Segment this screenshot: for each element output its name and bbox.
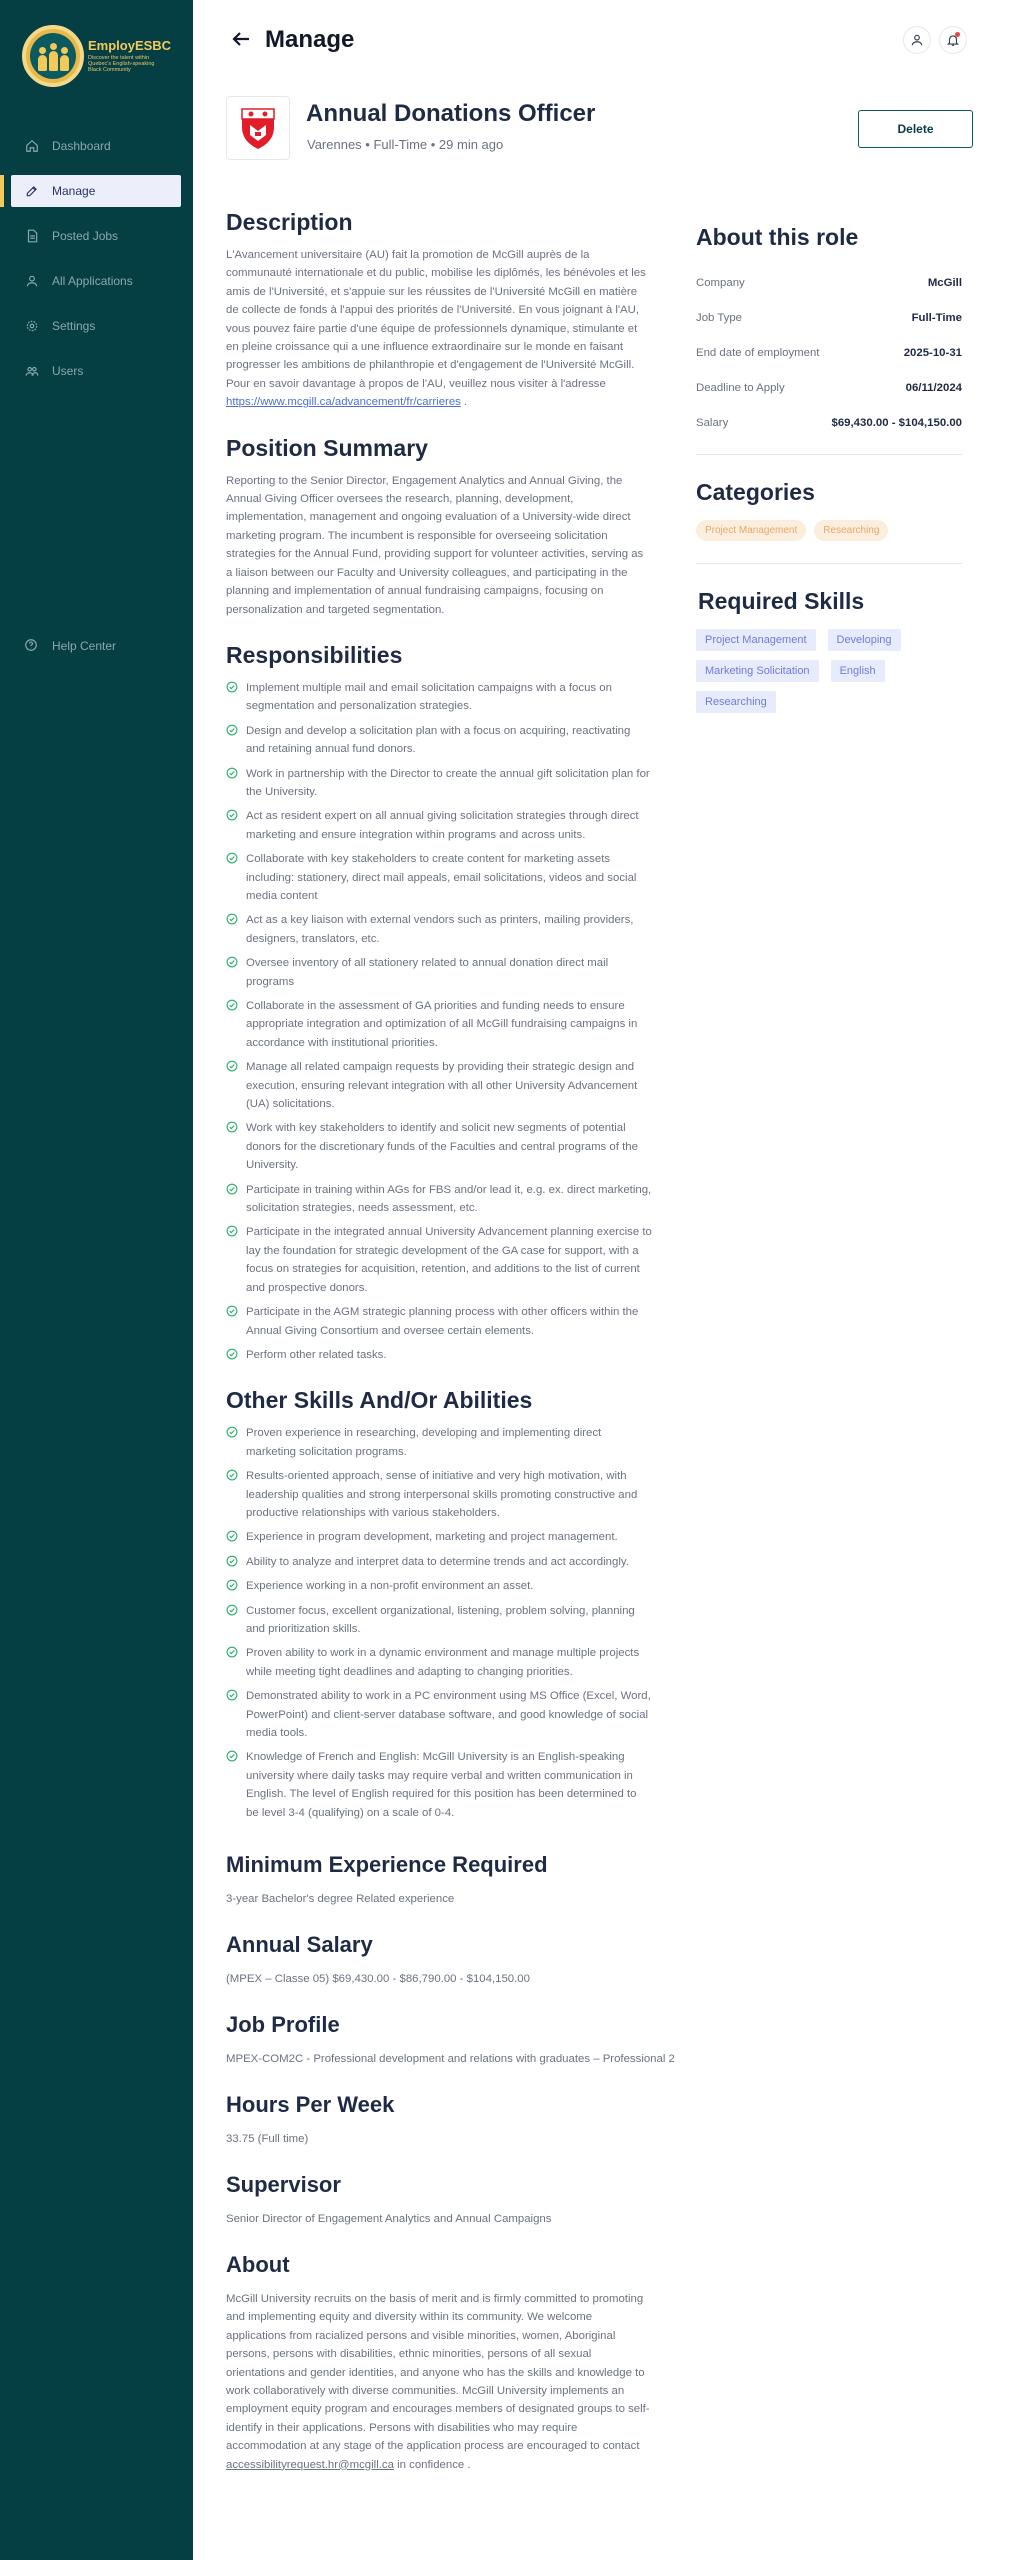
detail-value: 06/11/2024 xyxy=(905,381,962,394)
skill-tag: Project Management xyxy=(696,629,816,651)
logo-title: EmployESBC xyxy=(88,38,172,53)
list-item: Demonstrated ability to work in a PC environment using MS Office (Excel, Word, PowerPoint) and client-server database software, and good knowledge of social media tools. xyxy=(226,1687,652,1742)
sidebar-item-label: Dashboard xyxy=(52,139,111,153)
job-profile-text: MPEX-COM2C - Professional development and relations with graduates – Professional 2 xyxy=(226,2053,675,2066)
detail-label: Salary xyxy=(696,416,729,429)
section-title: Position Summary xyxy=(226,434,428,461)
notifications-button[interactable] xyxy=(939,26,967,54)
about-text: McGill University recruits on the basis of merit and is firmly committed to promoting and implementing equity and diversity within its community. We welcome applications from racialized persons and visible minorities, women, Aboriginal persons, persons with disabilities, ethnic minorities, persons of all sexual orientations and gender identities, and anyone who has the skills and knowledge to work collaboratively with diverse communities. McGill University implements an employment equity program and encourages members of designated groups to self-identify in their applications. Persons with disabilities who may require accommodation at any stage of the application process are encouraged to contact accessibilityrequest.hr@mcgill.ca in confidence . xyxy=(226,2293,650,2471)
nav-active-indicator xyxy=(0,175,4,207)
skill-tag: Researching xyxy=(696,691,776,713)
check-circle-icon xyxy=(226,1689,238,1701)
check-circle-icon xyxy=(226,724,238,736)
list-item: Ability to analyze and interpret data to determine trends and act accordingly. xyxy=(226,1553,652,1571)
categories-tags xyxy=(696,520,962,541)
list-item: Proven experience in researching, developing and implementing direct marketing solicitation programs. xyxy=(226,1424,652,1461)
user-icon xyxy=(24,273,40,289)
description-section xyxy=(226,208,652,412)
sidebar-item-settings[interactable] xyxy=(11,310,181,342)
list-item: Collaborate in the assessment of GA priorities and funding needs to ensure appropriate integration and optimization of all McGill fundraising campaigns in accordance with institutional priorities. xyxy=(226,997,652,1052)
detail-value: 2025-10-31 xyxy=(903,346,962,359)
min-experience-text: 3-year Bachelor's degree Related experience xyxy=(226,1893,455,1906)
sidebar-item-posted-jobs[interactable] xyxy=(11,220,181,252)
list-item: Customer focus, excellent organizational, listening, problem solving, planning and prioritization skills. xyxy=(226,1602,652,1639)
skill-tag: Developing xyxy=(828,629,901,651)
list-item: Proven ability to work in a dynamic environment and manage multiple projects while meeting tight deadlines and adapting to changing priorities. xyxy=(226,1644,652,1681)
annual-salary-text: (MPEX – Classe 05) $69,430.00 - $86,790.00 - $104,150.00 xyxy=(226,1973,530,1986)
sidebar-item-manage[interactable] xyxy=(11,175,181,207)
section-title: Hours Per Week xyxy=(226,2092,395,2118)
list-item: Experience working in a non-profit environment an asset. xyxy=(226,1577,652,1595)
role-detail-row xyxy=(696,300,962,335)
detail-label: Company xyxy=(696,276,745,289)
role-detail-row xyxy=(696,335,962,370)
list-item: Design and develop a solicitation plan with a focus on acquiring, reactivating and retaining annual fund donors. xyxy=(226,722,652,759)
top-header xyxy=(193,0,1018,82)
job-profile-section xyxy=(226,2012,675,2068)
check-circle-icon xyxy=(226,1469,238,1481)
detail-value: McGill xyxy=(927,276,962,289)
sidebar-item-label: Users xyxy=(52,364,84,378)
check-circle-icon xyxy=(226,1225,238,1237)
list-item: Work with key stakeholders to identify and solicit new segments of potential donors for the discretionary funds of the Faculties and central programs of the University. xyxy=(226,1119,652,1174)
accessibility-email-link[interactable]: accessibilityrequest.hr@mcgill.ca xyxy=(226,2458,394,2471)
sidebar-item-dashboard[interactable] xyxy=(11,130,181,162)
edit-icon xyxy=(24,183,40,199)
detail-label: End date of employment xyxy=(696,346,820,359)
check-circle-icon xyxy=(226,1530,238,1542)
position-summary-section xyxy=(226,434,652,619)
check-circle-icon xyxy=(226,1750,238,1762)
gear-icon xyxy=(24,318,40,334)
check-circle-icon xyxy=(226,1646,238,1658)
job-meta: Varennes • Full-Time • 29 min ago xyxy=(307,137,504,152)
logo-subtitle: Discover the talent within Quebec's English-speaking Black Community xyxy=(88,55,155,73)
help-icon xyxy=(24,638,40,654)
home-icon xyxy=(24,138,40,154)
supervisor-section xyxy=(226,2172,652,2228)
detail-label: Job Type xyxy=(696,311,743,324)
detail-value: Full-Time xyxy=(911,311,962,324)
section-title: Responsibilities xyxy=(226,641,403,668)
role-detail-row xyxy=(696,405,962,440)
help-center-label: Help Center xyxy=(52,639,117,653)
list-item: Participate in the integrated annual University Advancement planning exercise to lay the foundation for strategic development of the GA case for support, with a focus on strategies for acquisition, retention, and additions to the list of current and prospective donors. xyxy=(226,1223,652,1297)
sidebar xyxy=(0,0,193,2560)
annual-salary-section xyxy=(226,1932,652,1988)
app-logo[interactable] xyxy=(22,24,172,88)
categories-title: Categories xyxy=(696,479,815,505)
sidebar-item-label: Manage xyxy=(52,184,96,198)
sidebar-item-label: Settings xyxy=(52,319,96,333)
responsibilities-list xyxy=(226,679,652,1364)
job-title: Annual Donations Officer xyxy=(306,100,596,127)
check-circle-icon xyxy=(226,681,238,693)
skill-tag: Marketing Solicitation xyxy=(696,660,819,682)
user-icon xyxy=(910,33,924,47)
sidebar-item-all-applications[interactable] xyxy=(11,265,181,297)
check-circle-icon xyxy=(226,1183,238,1195)
list-item: Results-oriented approach, sense of initiative and very high motivation, with leadership qualities and strong interpersonal skills promoting constructive and productive relationships with various stakeholders. xyxy=(226,1467,652,1522)
list-item: Perform other related tasks. xyxy=(226,1346,652,1364)
section-title: Supervisor xyxy=(226,2172,341,2198)
about-role-title: About this role xyxy=(696,224,859,250)
list-item: Participate in training within AGs for FBS and/or lead it, e.g. ex. direct marketing, solicitation strategies, needs assessment, etc. xyxy=(226,1181,652,1218)
category-tag: Researching xyxy=(814,520,888,541)
check-circle-icon xyxy=(226,956,238,968)
role-detail-row xyxy=(696,370,962,405)
list-item: Knowledge of French and English: McGill University is an English-speaking university where daily tasks may require verbal and written communication in English. The level of English required for this position has been determined to be level 3-4 (qualifying) on a scale of 0-4. xyxy=(226,1748,652,1822)
check-circle-icon xyxy=(226,1305,238,1317)
skill-tag: English xyxy=(831,660,885,682)
divider xyxy=(696,563,962,564)
document-icon xyxy=(24,228,40,244)
list-item: Work in partnership with the Director to create the annual gift solicitation plan for the University. xyxy=(226,765,652,802)
detail-value: $69,430.00 - $104,150.00 xyxy=(831,416,962,429)
required-skills-title: Required Skills xyxy=(698,588,865,614)
list-item: Implement multiple mail and email solicitation campaigns with a focus on segmentation and personalization strategies. xyxy=(226,679,652,716)
careers-link[interactable]: https://www.mcgill.ca/advancement/fr/carrieres xyxy=(226,396,461,409)
job-sidebar-info xyxy=(696,224,962,722)
section-title: Job Profile xyxy=(226,2012,340,2038)
company-logo xyxy=(226,96,290,160)
section-title: Minimum Experience Required xyxy=(226,1852,548,1878)
list-item: Act as resident expert on all annual giving solicitation strategies through direct marketing and ensure integration within programs and across units. xyxy=(226,807,652,844)
list-item: Manage all related campaign requests by providing their strategic design and execution, ensuring relevant integration with all other University Advancement (UA) solicitations. xyxy=(226,1058,652,1113)
position-summary-text: Reporting to the Senior Director, Engagement Analytics and Annual Giving, the Annual Giving Officer oversees the research, planning, development, implementation, management and ongoing evaluation of a University-wide direct marketing program. The incumbent is responsible for overseeing solicitation strategies for the Annual Fund, providing support for volunteer activities, serving as a liaison between our Faculty and University colleagues, and participating in the planning and implementation of annual fundraising campaigns, focusing on personalization and targeted segmentation. xyxy=(226,474,644,616)
detail-label: Deadline to Apply xyxy=(696,381,785,394)
profile-button[interactable] xyxy=(903,26,931,54)
sidebar-item-label: All Applications xyxy=(52,274,133,288)
other-skills-list xyxy=(226,1424,652,1822)
section-title: About xyxy=(226,2252,290,2278)
check-circle-icon xyxy=(226,809,238,821)
check-circle-icon xyxy=(226,767,238,779)
back-arrow-icon[interactable] xyxy=(229,27,253,51)
required-skills-tags xyxy=(696,629,962,722)
section-title: Annual Salary xyxy=(226,1932,373,1958)
section-title: Other Skills And/Or Abilities xyxy=(226,1387,533,1414)
divider xyxy=(696,454,962,455)
check-circle-icon xyxy=(226,1348,238,1360)
about-role-details xyxy=(696,265,962,440)
check-circle-icon xyxy=(226,1579,238,1591)
role-detail-row xyxy=(696,265,962,300)
logo-badge-icon xyxy=(22,25,84,87)
check-circle-icon xyxy=(226,1121,238,1133)
check-circle-icon xyxy=(226,1426,238,1438)
list-item: Oversee inventory of all stationery related to annual donation direct mail programs xyxy=(226,954,652,991)
other-skills-section xyxy=(226,1386,652,1822)
min-experience-section xyxy=(226,1852,652,1908)
help-center-link[interactable] xyxy=(24,638,116,654)
notification-dot xyxy=(955,32,960,37)
check-circle-icon xyxy=(226,1060,238,1072)
list-item: Experience in program development, marketing and project management. xyxy=(226,1528,652,1546)
hours-section xyxy=(226,2092,652,2148)
check-circle-icon xyxy=(226,1604,238,1616)
about-section xyxy=(226,2252,652,2474)
responsibilities-section xyxy=(226,641,652,1364)
check-circle-icon xyxy=(226,1555,238,1567)
page-title: Manage xyxy=(265,26,355,53)
users-icon xyxy=(24,363,40,379)
supervisor-text: Senior Director of Engagement Analytics and Annual Campaigns xyxy=(226,2213,552,2226)
description-text: L'Avancement universitaire (AU) fait la promotion de McGill auprès de la communauté internationale et du public, mobilise les diplômés, les bénévoles et les amis de l'Université, et s'appuie sur les réussites de l'Université McGill en matière de collecte de fonds à l'appui des priorités de l'Université. En vous joignant à l'AU, vous pouvez faire partie d'une équipe de professionnels dynamique, stimulante et en pleine croissance qui a une influence extraordinaire sur le monde en faisant progresser les ambitions de philanthropie et d'engagement de l'Université McGill. Pour en savoir davantage à propos de l'AU, veuillez nous visiter à l'adresse https://www.mcgill.ca/advancement/fr/carrieres . xyxy=(226,249,646,409)
category-tag: Project Management xyxy=(696,520,806,541)
list-item: Participate in the AGM strategic planning process with other officers within the Annual Giving Consortium and oversee certain elements. xyxy=(226,1303,652,1340)
sidebar-item-label: Posted Jobs xyxy=(52,229,119,243)
delete-button[interactable]: Delete xyxy=(858,110,973,148)
sidebar-item-users[interactable] xyxy=(11,355,181,387)
job-main-content xyxy=(226,208,675,2496)
mcgill-crest-icon xyxy=(238,105,278,151)
section-title: Description xyxy=(226,209,353,235)
check-circle-icon xyxy=(226,852,238,864)
sidebar-nav xyxy=(11,130,181,400)
check-circle-icon xyxy=(226,913,238,925)
hours-text: 33.75 (Full time) xyxy=(226,2133,309,2146)
list-item: Act as a key liaison with external vendors such as printers, mailing providers, designers, translators, etc. xyxy=(226,911,652,948)
check-circle-icon xyxy=(226,999,238,1011)
list-item: Collaborate with key stakeholders to create content for marketing assets including: stationery, direct mail appeals, email solicitations, videos and social media content xyxy=(226,850,652,905)
